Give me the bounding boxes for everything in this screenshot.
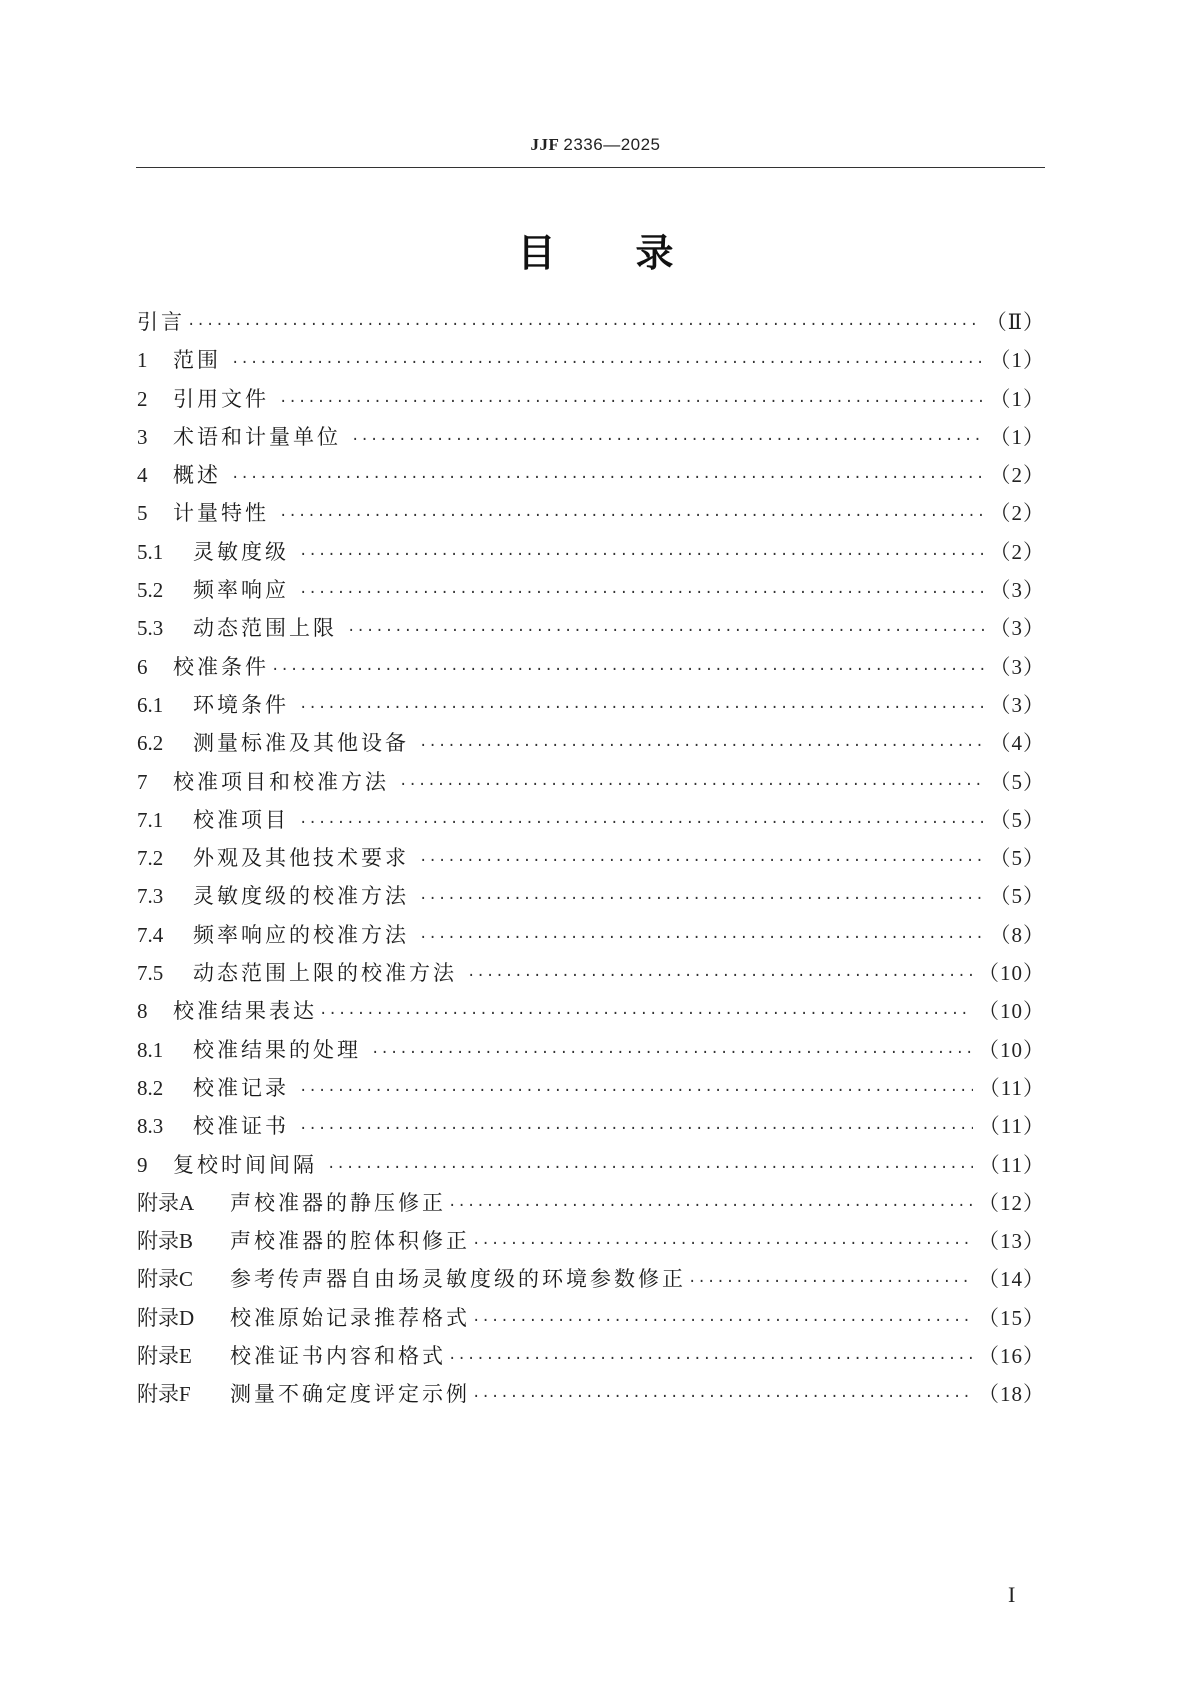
toc-entry-title: 声校准器的腔体积修正	[230, 1229, 470, 1254]
toc-entry-title: 校准证书内容和格式	[230, 1344, 446, 1369]
page-title: 目录	[517, 231, 754, 275]
toc-entry-page: （18）	[978, 1382, 1045, 1407]
toc-entry-9[interactable]	[137, 1146, 1045, 1184]
toc-entry-page: （10）	[978, 999, 1045, 1024]
toc-entry-page: （1）	[989, 386, 1045, 411]
toc-entry-number: 1	[137, 348, 148, 373]
toc-entry-title: 校准原始记录推荐格式	[230, 1305, 470, 1330]
toc-entry-number: 附录C	[137, 1267, 194, 1292]
standard-code: JJF	[530, 135, 560, 154]
toc-entry-8-3[interactable]	[137, 1107, 1045, 1145]
toc-entry-title: 复校时间间隔	[173, 1152, 317, 1177]
toc-entry-page: （13）	[978, 1229, 1045, 1254]
dot-leader	[299, 536, 984, 574]
toc-entry-page: （14）	[978, 1267, 1045, 1292]
toc-entry-number: 9	[137, 1152, 148, 1177]
toc-entry-title: 术语和计量单位	[173, 424, 341, 449]
standard-number: 2336—2025	[563, 135, 661, 154]
toc-entry-7-3[interactable]	[137, 877, 1045, 915]
toc-entry-title: 校准结果的处理	[193, 1037, 361, 1062]
toc-entry-title: 校准结果表达	[173, 999, 317, 1024]
toc-entry-number: 7	[137, 769, 148, 794]
dot-leader	[688, 1263, 972, 1301]
toc-entry-5[interactable]	[137, 494, 1045, 532]
toc-entry-page: （3）	[989, 616, 1045, 641]
toc-entry-page: （1）	[989, 424, 1045, 449]
toc-entry-page: （3）	[989, 692, 1045, 717]
toc-entry-number: 5	[137, 501, 148, 526]
toc-entry-title: 声校准器的静压修正	[230, 1190, 446, 1215]
toc-entry-5-3[interactable]	[137, 609, 1045, 647]
toc-entry-page: （5）	[989, 769, 1045, 794]
toc-entry-number: 7.5	[137, 961, 164, 986]
dot-leader	[299, 574, 984, 612]
dot-leader	[271, 651, 984, 689]
toc-entry-7[interactable]	[137, 763, 1045, 801]
toc-entry-page: （11）	[978, 1075, 1045, 1100]
toc-entry-page: （3）	[989, 578, 1045, 603]
toc-entry-6[interactable]	[137, 648, 1045, 686]
page-header	[0, 135, 1191, 155]
toc-entry-number: 7.2	[137, 846, 164, 871]
toc-entry-8[interactable]	[137, 992, 1045, 1030]
toc-entry-page: （10）	[978, 1037, 1045, 1062]
toc-entry-title: 引用文件	[173, 386, 269, 411]
dot-leader	[327, 1149, 973, 1187]
toc-entry-title: 校准项目和校准方法	[173, 769, 389, 794]
toc-entry-number: 8.1	[137, 1037, 164, 1062]
dot-leader	[371, 1034, 972, 1072]
toc-entry-page: （Ⅱ）	[985, 310, 1045, 334]
toc-entry-title: 动态范围上限的校准方法	[193, 961, 457, 986]
toc-entry-page: （4）	[989, 731, 1045, 756]
toc-entry-title: 校准记录	[193, 1075, 289, 1100]
toc-entry-5-1[interactable]	[137, 533, 1045, 571]
toc-entry-7-1[interactable]	[137, 801, 1045, 839]
dot-leader	[419, 842, 984, 880]
toc-entry-number: 2	[137, 386, 148, 411]
toc-entry-appendix-a[interactable]	[137, 1184, 1045, 1222]
toc-entry-page: （12）	[978, 1190, 1045, 1215]
toc-entry-8-1[interactable]	[137, 1031, 1045, 1069]
dot-leader	[472, 1302, 972, 1340]
toc-entry-number: 8.2	[137, 1075, 164, 1100]
dot-leader	[467, 957, 972, 995]
toc-entry-page: （2）	[989, 501, 1045, 526]
toc-entry-title: 灵敏度级的校准方法	[193, 884, 409, 909]
toc-entry-title: 引言	[137, 310, 185, 334]
toc-entry-title: 测量不确定度评定示例	[230, 1382, 470, 1407]
toc-entry-7-4[interactable]	[137, 916, 1045, 954]
toc-entry-number: 3	[137, 424, 148, 449]
dot-leader	[351, 421, 984, 459]
toc-entry-1[interactable]	[137, 341, 1045, 379]
toc-entry-appendix-d[interactable]	[137, 1299, 1045, 1337]
header-divider	[136, 167, 1045, 168]
toc-entry-title: 测量标准及其他设备	[193, 731, 409, 756]
toc-entry-title: 参考传声器自由场灵敏度级的环境参数修正	[230, 1267, 686, 1292]
toc-entry-title: 校准项目	[193, 807, 289, 832]
toc-entry-title: 频率响应	[193, 578, 289, 603]
toc-entry-number: 附录A	[137, 1190, 195, 1215]
toc-entry-number: 6.1	[137, 692, 164, 717]
toc-entry-title: 动态范围上限	[193, 616, 337, 641]
toc-entry-number: 7.4	[137, 922, 164, 947]
toc-entry-number: 7.1	[137, 807, 164, 832]
dot-leader	[472, 1225, 972, 1263]
dot-leader	[419, 727, 984, 765]
toc-entry-page: （16）	[978, 1344, 1045, 1369]
toc-entry-page: （8）	[989, 922, 1045, 947]
toc-entry-4[interactable]	[137, 456, 1045, 494]
toc-entry-number: 4	[137, 463, 148, 488]
dot-leader	[419, 919, 984, 957]
toc-entry-title: 计量特性	[173, 501, 269, 526]
toc-entry-appendix-b[interactable]	[137, 1222, 1045, 1260]
toc-entry-number: 6.2	[137, 731, 164, 756]
dot-leader	[448, 1187, 972, 1225]
dot-leader	[419, 880, 984, 918]
toc-entry-page: （11）	[978, 1114, 1045, 1139]
dot-leader	[299, 804, 984, 842]
toc-entry-page: （10）	[978, 961, 1045, 986]
toc-entry-page: （15）	[978, 1305, 1045, 1330]
dot-leader	[319, 995, 972, 1033]
page-number: I	[1008, 1582, 1016, 1607]
dot-leader	[187, 306, 980, 344]
toc-entry-3[interactable]	[137, 418, 1045, 456]
toc-entry-number: 5.2	[137, 578, 164, 603]
toc-entry-7-5[interactable]	[137, 954, 1045, 992]
toc-entry-page: （11）	[978, 1152, 1045, 1177]
toc-entry-number: 8	[137, 999, 148, 1024]
toc-entry-page: （5）	[989, 884, 1045, 909]
toc-entry-appendix-c[interactable]	[137, 1260, 1045, 1298]
dot-leader	[279, 383, 984, 421]
dot-leader	[279, 497, 984, 535]
toc-entry-page: （5）	[989, 807, 1045, 832]
toc-entry-page: （5）	[989, 846, 1045, 871]
dot-leader	[472, 1378, 972, 1416]
dot-leader	[448, 1340, 972, 1378]
toc-entry-appendix-f[interactable]	[137, 1375, 1045, 1413]
toc-entry-number: 5.3	[137, 616, 164, 641]
toc-entry-8-2[interactable]	[137, 1069, 1045, 1107]
toc-entry-number: 6	[137, 654, 148, 679]
dot-leader	[299, 1110, 973, 1148]
dot-leader	[299, 689, 984, 727]
toc-entry-title: 概述	[173, 463, 221, 488]
toc-entry-page: （2）	[989, 539, 1045, 564]
toc-entry-number: 附录B	[137, 1229, 194, 1254]
toc-entry-6-2[interactable]	[137, 724, 1045, 762]
toc-entry-title: 灵敏度级	[193, 539, 289, 564]
toc-entry-number: 附录E	[137, 1344, 192, 1369]
toc-entry-page: （3）	[989, 654, 1045, 679]
toc-entry-title: 频率响应的校准方法	[193, 922, 409, 947]
toc-entry-7-2[interactable]	[137, 839, 1045, 877]
toc-entry-title: 外观及其他技术要求	[193, 846, 409, 871]
toc-entry-2[interactable]	[137, 380, 1045, 418]
toc-entry-intro[interactable]	[137, 303, 1045, 341]
toc-entry-number: 附录D	[137, 1305, 195, 1330]
toc-entry-title: 环境条件	[193, 692, 289, 717]
toc-entry-page: （1）	[989, 348, 1045, 373]
toc-entry-5-2[interactable]	[137, 571, 1045, 609]
toc-entry-6-1[interactable]	[137, 686, 1045, 724]
dot-leader	[231, 344, 984, 382]
toc-entry-page: （2）	[989, 463, 1045, 488]
toc-entry-number: 7.3	[137, 884, 164, 909]
dot-leader	[399, 766, 984, 804]
dot-leader	[231, 459, 984, 497]
toc-entry-title: 范围	[173, 348, 221, 373]
table-of-contents	[137, 303, 1045, 1414]
toc-entry-title: 校准条件	[173, 654, 269, 679]
toc-entry-number: 8.3	[137, 1114, 164, 1139]
dot-leader	[347, 612, 984, 650]
toc-entry-number: 5.1	[137, 539, 164, 564]
toc-entry-appendix-e[interactable]	[137, 1337, 1045, 1375]
dot-leader	[299, 1072, 973, 1110]
toc-entry-number: 附录F	[137, 1382, 191, 1407]
toc-entry-title: 校准证书	[193, 1114, 289, 1139]
